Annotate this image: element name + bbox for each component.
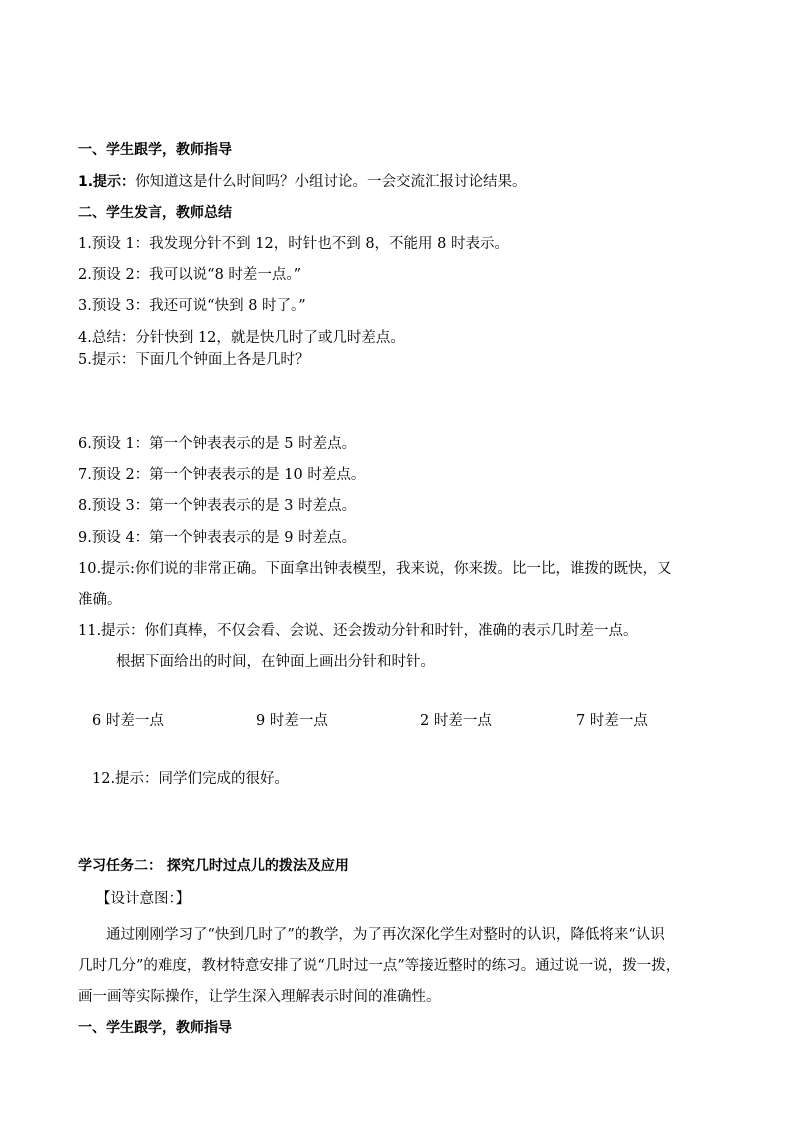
time-label: 9 时差一点 <box>256 713 328 729</box>
time-labels-row <box>92 709 692 729</box>
list-item: 8.预设 3：第一个钟表表示的是 3 时差点。 <box>78 498 357 514</box>
section1-heading: 一、学生跟学，教师指导 <box>78 142 232 158</box>
list-item: 10.提示:你们说的非常正确。下面拿出钟表模型，我来说，你来拨。比一比，谁拨的既快，又 <box>78 561 672 577</box>
time-label: 6 时差一点 <box>92 713 164 729</box>
time-label: 2 时差一点 <box>420 713 492 729</box>
tip1-line <box>78 172 527 192</box>
list-item: 5.提示：下面几个钟面上各是几时？ <box>78 352 310 368</box>
list-item: 9.预设 4：第一个钟表表示的是 9 时差点。 <box>78 530 357 546</box>
tip1-text: 你知道这是什么时间吗？小组讨论。一会交流汇报讨论结果。 <box>135 174 527 190</box>
list-item: 7.预设 2：第一个钟表表示的是 10 时差点。 <box>78 467 366 483</box>
task2-heading: 学习任务二： 探究几时过点儿的拨法及应用 <box>78 858 349 874</box>
paragraph-line: 通过刚刚学习了“快到几时了”的教学，为了再次深化学生对整时的认识，降低将来“认识 <box>106 927 665 943</box>
time-label: 7 时差一点 <box>576 713 648 729</box>
list-item: 3.预设 3：我还可说“快到 8 时了。” <box>78 298 306 314</box>
list-item: 准确。 <box>78 592 122 608</box>
section2-heading: 二、学生发言，教师总结 <box>78 205 232 221</box>
list-item: 6.预设 1：第一个钟表表示的是 5 时差点。 <box>78 436 357 452</box>
list-item: 11.提示：你们真棒，不仅会看、会说、还会拨动分针和时针，准确的表示几时差一点。 <box>78 623 638 639</box>
tip12-line: 12.提示：同学们完成的很好。 <box>92 771 290 787</box>
section3-heading: 一、学生跟学，教师指导 <box>78 1020 232 1036</box>
instruction-line: 根据下面给出的时间，在钟面上画出分针和时针。 <box>116 654 435 670</box>
list-item: 2.预设 2：我可以说“8 时差一点。” <box>78 267 302 283</box>
list-item: 1.预设 1：我发现分针不到 12，时针也不到 8，不能用 8 时表示。 <box>78 236 510 252</box>
tip1-label: 1.提示： <box>78 174 136 190</box>
paragraph-line: 画一画等实际操作，让学生深入理解表示时间的准确性。 <box>78 989 441 1005</box>
design-intent-label: 【设计意图：】 <box>96 891 191 907</box>
paragraph-line: 几时几分”的难度，教材特意安排了说“几时过一点”等接近整时的练习。通过说一说，拨一拨， <box>78 958 681 974</box>
list-item: 4.总结：分针快到 12，就是快几时了或几时差点。 <box>78 330 405 346</box>
